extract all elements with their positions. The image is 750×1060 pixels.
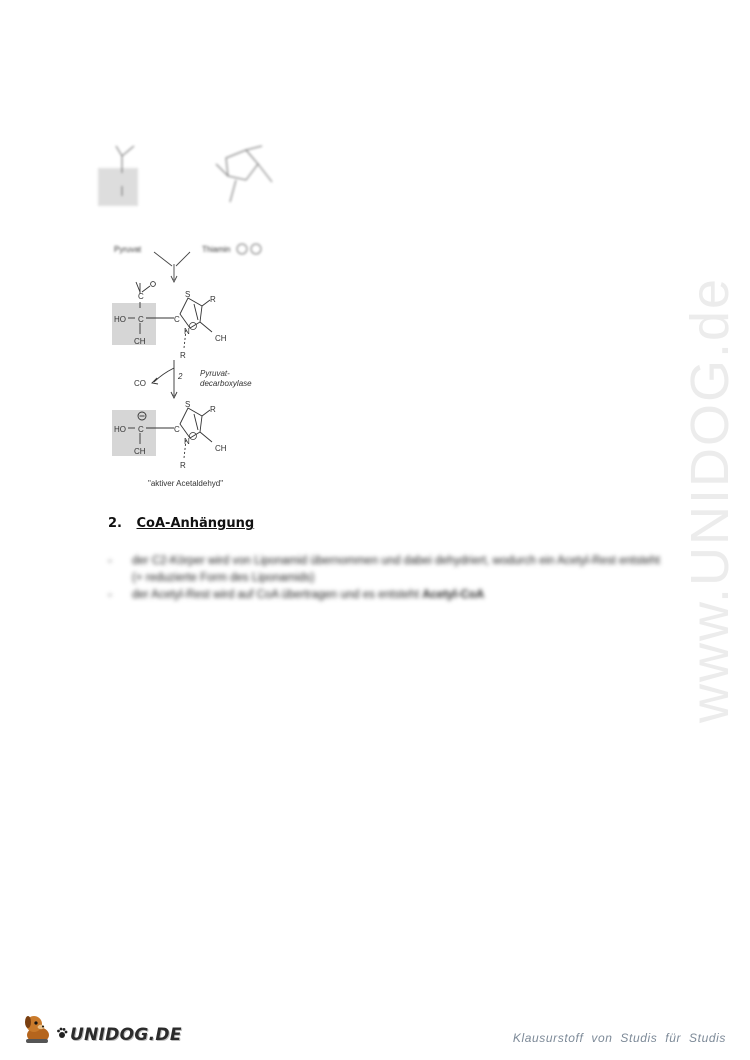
unidog-logo[interactable]: [22, 1013, 182, 1045]
step-number: 2: [178, 372, 183, 381]
co2-label: CO: [134, 379, 146, 388]
step-arrow: [152, 360, 177, 398]
bullet-text: [132, 587, 668, 604]
c-alpha-1: C: [138, 315, 144, 324]
footer-tagline: Klausurstoff von Studis für Studis: [512, 1031, 726, 1045]
r2-label-2: R: [210, 405, 216, 414]
c2-thiazol-1: C: [174, 315, 180, 324]
dog-mascot-icon: [22, 1013, 56, 1045]
enzyme-label-line2: decarboxylase: [200, 379, 252, 388]
methyl-label-1: CH: [215, 334, 227, 343]
bullet-list: [108, 553, 668, 604]
c-alpha-2: C: [138, 425, 144, 434]
bullet-dash: -: [108, 589, 112, 601]
top-molecule-structures: [96, 128, 306, 218]
c-carboxyl: C: [138, 292, 144, 301]
list-item: [108, 587, 668, 604]
section-heading: [108, 516, 254, 531]
pyruvat-label: Pyruvat: [114, 245, 142, 254]
n-label-2: N: [184, 437, 190, 446]
right-molecule: [216, 146, 272, 202]
cofactor-circle-1: [237, 244, 247, 254]
merge-arrows: [154, 252, 190, 282]
s-label-1: S: [185, 290, 191, 299]
watermark: www.UNIDOG.de: [680, 276, 740, 724]
cofactor-circle-2: [251, 244, 261, 254]
ch3-label-2: CH: [134, 447, 146, 456]
r1-label-2: R: [180, 461, 186, 470]
n-label-1: N: [184, 327, 190, 336]
ch3-label-1: CH: [134, 337, 146, 346]
thiamin-label: Thiamin: [202, 245, 231, 254]
list-item: [108, 553, 668, 587]
ho-label-1: HO: [114, 315, 126, 324]
scheme-header: [114, 244, 261, 254]
product-structure: [112, 400, 227, 470]
bullet-text-prefix: der Acetyl-Rest wird auf CoA übertragen und es entsteht: [132, 589, 423, 601]
ho-label-2: HO: [114, 425, 126, 434]
enzyme-label-line1: Pyruvat-: [200, 369, 230, 378]
decarboxylation-scheme: [104, 236, 304, 496]
section-number: 2.: [108, 516, 122, 531]
r2-label-1: R: [210, 295, 216, 304]
logo-text: UNIDOG.DE: [70, 1025, 182, 1045]
bullet-text: der C2-Körper wird von Liponamid übernommen und dabei dehydriert, wodurch ein Acetyl-Rest entsteht (+ reduzierte Form des Liponamids): [132, 555, 661, 584]
r1-label-1: R: [180, 351, 186, 360]
methyl-label-2: CH: [215, 444, 227, 453]
section-title: CoA-Anhängung: [136, 516, 255, 531]
product-caption: "aktiver Acetaldehyd": [148, 479, 224, 488]
intermediate-1: [112, 282, 227, 360]
paw-icon: [56, 1027, 68, 1039]
bullet-text-bold: Acetyl-CoA: [422, 589, 485, 601]
s-label-2: S: [185, 400, 191, 409]
left-molecule: [98, 146, 138, 206]
c2-thiazol-2: C: [174, 425, 180, 434]
bullet-dash: -: [108, 555, 112, 567]
